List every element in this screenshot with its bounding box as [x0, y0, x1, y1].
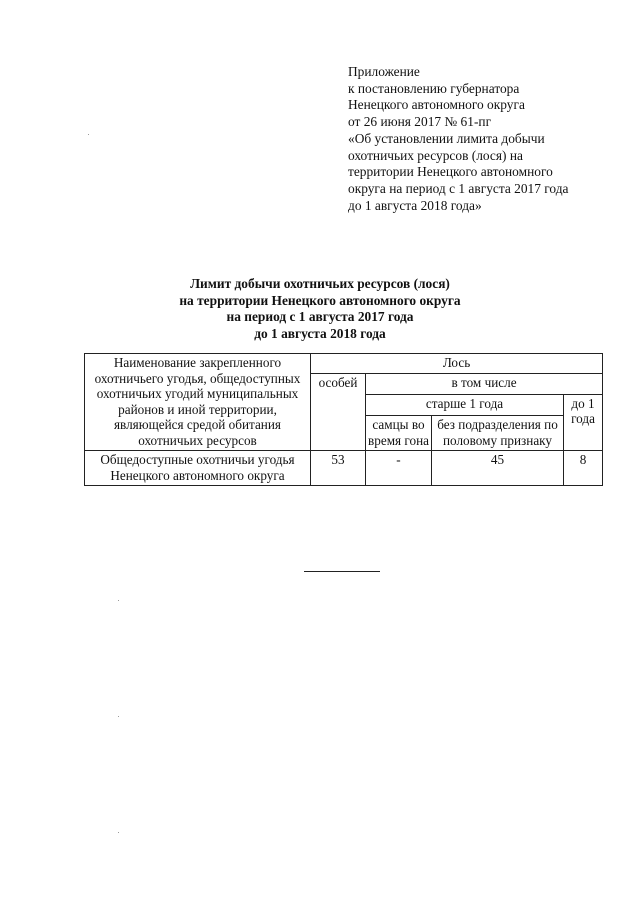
header-older-1y: старше 1 года [366, 394, 564, 415]
appendix-line: Ненецкого автономного округа [348, 97, 525, 113]
header-row [85, 354, 603, 374]
appendix-line: к постановлению губернатора [348, 80, 520, 96]
scan-speck [118, 600, 119, 601]
appendix-block [348, 64, 628, 214]
hunting-limit-table [84, 353, 603, 486]
appendix-line: до 1 августа 2018 года» [348, 197, 482, 213]
end-separator-line [304, 571, 380, 572]
appendix-line: территории Ненецкого автономного [348, 164, 553, 180]
header-under-1y: до 1 года [564, 394, 603, 450]
header-no-sex-division: без подразделения по половому признаку [432, 416, 564, 451]
appendix-line: охотничьих ресурсов (лося) на [348, 147, 523, 163]
header-including: в том числе [366, 373, 603, 394]
title-line: на период с 1 августа 2017 года [226, 309, 414, 324]
header-males-rut: самцы во время гона [366, 416, 432, 451]
appendix-line: округа на период с 1 августа 2017 года [348, 180, 569, 196]
table-row [85, 451, 603, 486]
document-title [0, 276, 640, 342]
row-total: 53 [311, 451, 366, 486]
row-name: Общедоступные охотничьи угодья Ненецкого автономного округа [85, 451, 311, 486]
header-name-column: Наименование закрепленного охотничьего угодья, общедоступных охотничьих угодий муниципальных районов и иной территории, являющейся средой обитания охотничьих ресурсов [85, 354, 311, 451]
title-line: на территории Ненецкого автономного округа [179, 292, 461, 308]
row-males-rut: - [366, 451, 432, 486]
appendix-line: Приложение [348, 64, 420, 79]
scan-speck [88, 134, 89, 135]
header-species: Лось [311, 354, 603, 374]
title-line: Лимит добычи охотничьих ресурсов (лося) [190, 276, 450, 291]
title-line: до 1 августа 2018 года [254, 325, 386, 341]
appendix-line: «Об установлении лимита добычи [348, 130, 545, 146]
appendix-line: от 26 июня 2017 № 61-пг [348, 114, 492, 130]
scan-speck [118, 832, 119, 833]
scan-speck [118, 716, 119, 717]
header-total: особей [311, 373, 366, 451]
row-under-1y: 8 [564, 451, 603, 486]
row-no-sex-division: 45 [432, 451, 564, 486]
